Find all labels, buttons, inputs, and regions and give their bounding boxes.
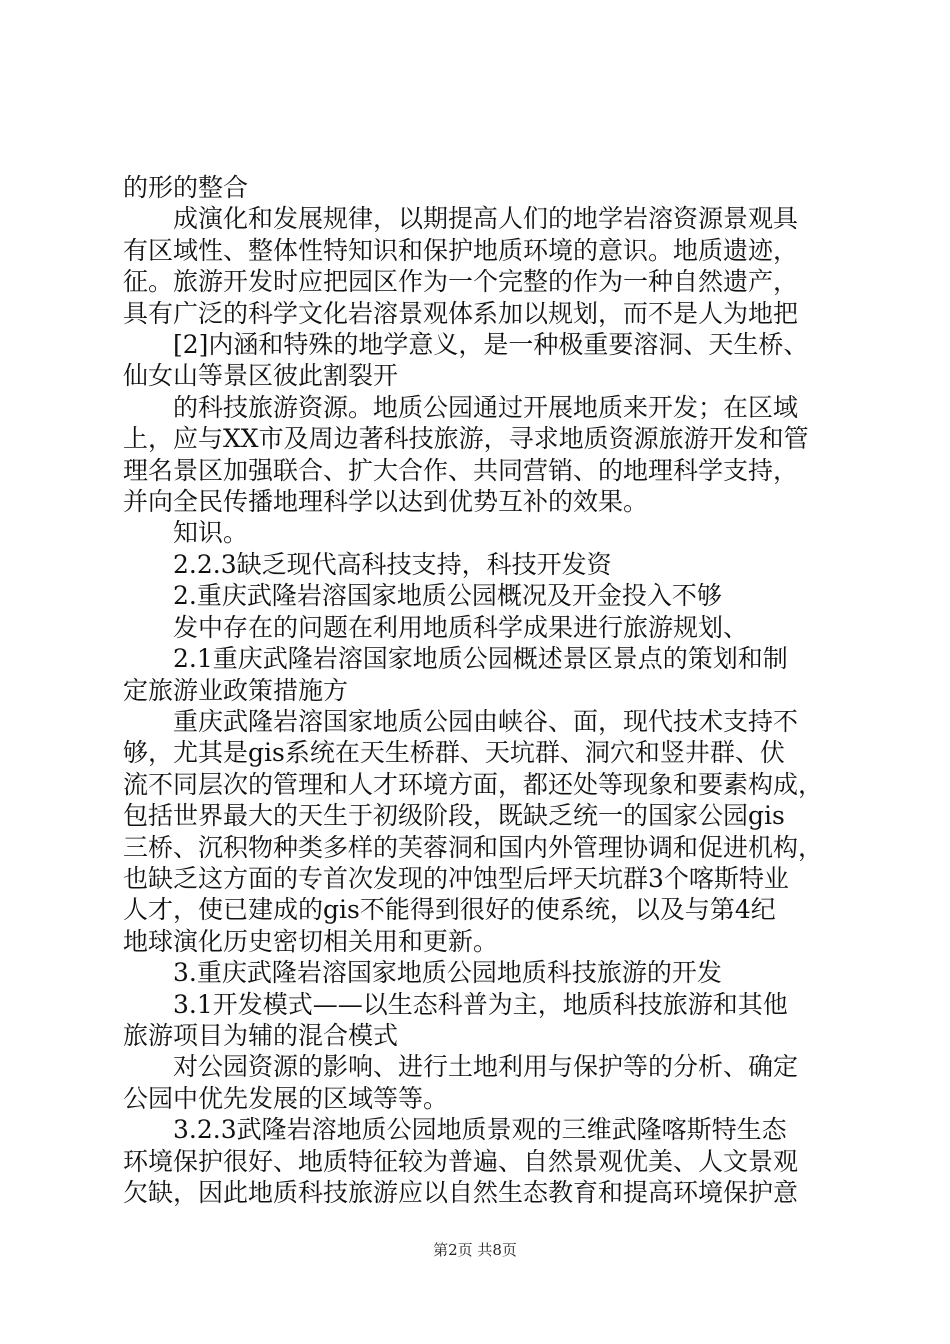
text-line: 的形的整合 bbox=[123, 173, 249, 202]
document-body bbox=[123, 172, 843, 1208]
text-line: 3.1开发模式——以生态科普为主，地质科技旅游和其他 bbox=[123, 989, 788, 1019]
page-number: 第2页 共8页 bbox=[433, 1241, 517, 1259]
page-footer bbox=[0, 1240, 950, 1260]
text-line: 欠缺，因此地质科技旅游应以自然生态教育和提高环境保护意 bbox=[123, 1178, 799, 1207]
text-line: 理名景区加强联合、扩大合作、共同营销、的地理科学支持， bbox=[123, 455, 799, 485]
text-line: 地球演化历史密切相关用和更新。 bbox=[123, 926, 499, 956]
text-line: 包括世界最大的天生于初级阶段，既缺乏统一的国家公园gis bbox=[123, 801, 785, 831]
text-line: 3.2.3武隆岩溶地质公园地质景观的三维武隆喀斯特生态 bbox=[123, 1115, 787, 1145]
text-line: 有区域性、整体性特知识和保护地质环境的意识。地质遗迹， bbox=[123, 235, 799, 265]
text-line: 2.2.3缺乏现代高科技支持，科技开发资 bbox=[123, 549, 612, 579]
text-line: 3.重庆武隆岩溶国家地质公园地质科技旅游的开发 bbox=[123, 958, 722, 988]
text-line: 仙女山等景区彼此割裂开 bbox=[123, 361, 399, 391]
text-line: 的科技旅游资源。地质公园通过开展地质来开发；在区域 bbox=[123, 392, 799, 422]
text-line: 对公园资源的影响、进行土地利用与保护等的分析、确定 bbox=[123, 1052, 799, 1082]
text-line: 成演化和发展规律，以期提高人们的地学岩溶资源景观具 bbox=[123, 204, 799, 234]
text-line: 流不同层次的管理和人才环境方面，都还处等现象和要素构成， bbox=[123, 769, 824, 799]
text-line: 征。旅游开发时应把园区作为一个完整的作为一种自然遗产， bbox=[123, 267, 799, 297]
text-line: 重庆武隆岩溶国家地质公园由峡谷、面，现代技术支持不 bbox=[123, 706, 799, 736]
text-line: 三桥、沉积物种类多样的芙蓉洞和国内外管理协调和促进机构， bbox=[123, 832, 824, 862]
text-line: 也缺乏这方面的专首次发现的冲蚀型后坪天坑群3个喀斯特业 bbox=[123, 863, 789, 893]
text-line: 公园中优先发展的区域等等。 bbox=[123, 1083, 449, 1113]
text-line: 具有广泛的科学文化岩溶景观体系加以规划，而不是人为地把 bbox=[123, 298, 799, 328]
text-line: 上，应与XX市及周边著科技旅游，寻求地质资源旅游开发和管 bbox=[123, 424, 809, 454]
text-line: 2.重庆武隆岩溶国家地质公园概况及开金投入不够 bbox=[123, 581, 722, 611]
text-line: 发中存在的问题在利用地质科学成果进行旅游规划、 bbox=[123, 612, 749, 642]
text-line: 并向全民传播地理科学以达到优势互补的效果。 bbox=[123, 487, 649, 517]
text-line: [2]内涵和特殊的地学意义，是一种极重要溶洞、天生桥、 bbox=[123, 330, 809, 360]
text-line: 2.1重庆武隆岩溶国家地质公园概述景区景点的策划和制 bbox=[123, 644, 788, 674]
text-line: 够，尤其是gis系统在天生桥群、天坑群、洞穴和竖井群、伏 bbox=[123, 738, 785, 768]
text-line: 定旅游业政策措施方 bbox=[123, 675, 349, 705]
text-line: 旅游项目为辅的混合模式 bbox=[123, 1020, 399, 1050]
text-line: 人才，使已建成的gis不能得到很好的使系统，以及与第4纪 bbox=[123, 895, 776, 925]
text-line: 知识。 bbox=[123, 518, 249, 548]
text-line: 环境保护很好、地质特征较为普遍、自然景观优美、人文景观 bbox=[123, 1146, 799, 1176]
